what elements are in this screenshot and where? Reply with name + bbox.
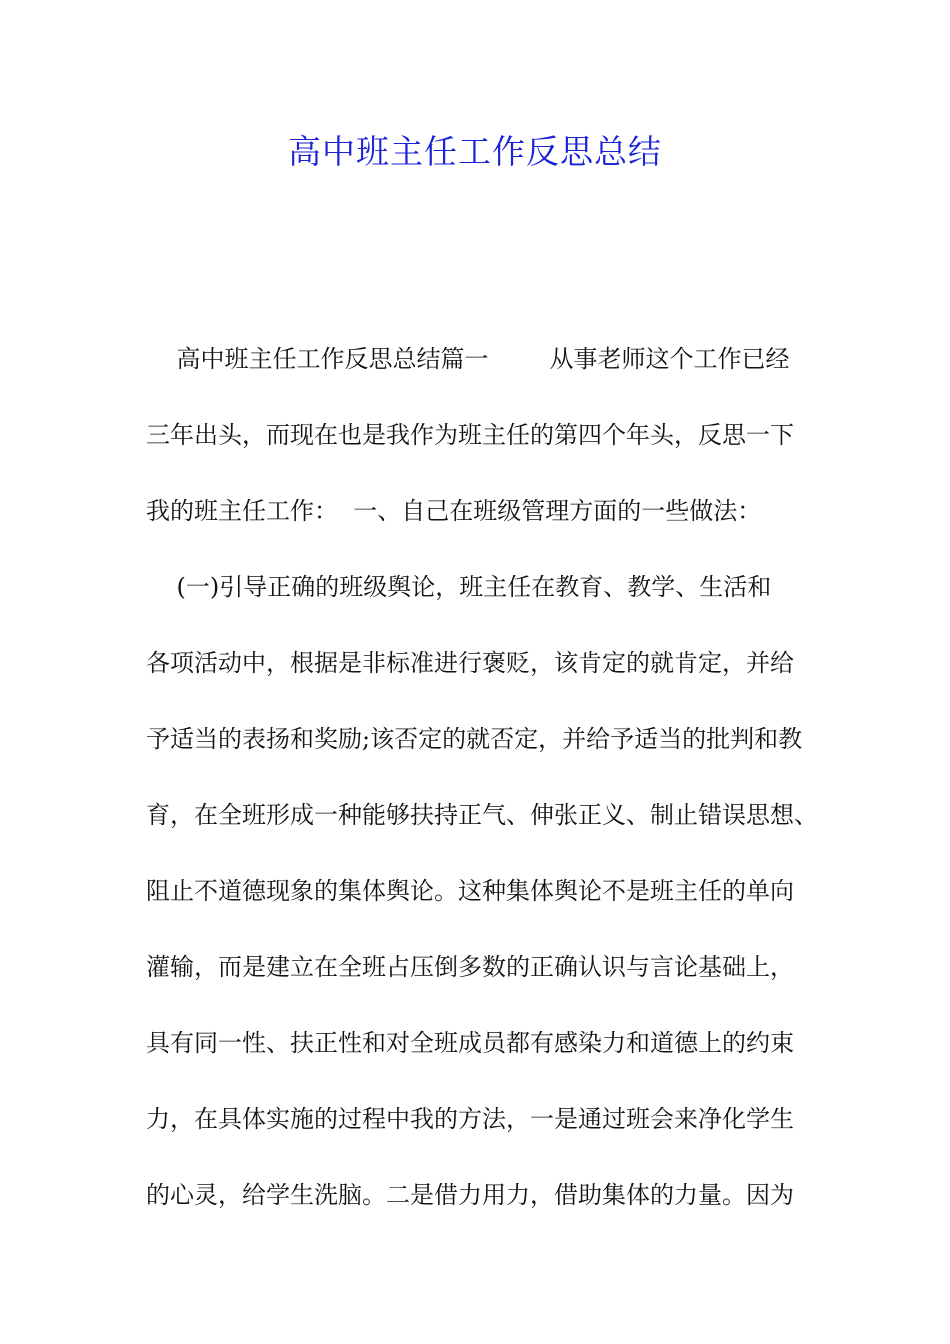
body-line: 力，在具体实施的过程中我的方法，一是通过班会来净化学生 — [146, 1105, 794, 1133]
body-line: 各项活动中，根据是非标准进行褒贬，该肯定的就肯定，并给 — [146, 649, 794, 677]
body-line: 的心灵，给学生洗脑。二是借力用力，借助集体的力量。因为 — [146, 1181, 794, 1209]
document-title: 高中班主任工作反思总结 — [288, 132, 662, 171]
body-line: (一)引导正确的班级舆论，班主任在教育、教学、生活和 — [146, 573, 772, 601]
body-line: 育，在全班形成一种能够扶持正气、伸张正义、制止错误思想、 — [146, 801, 818, 829]
body-line: 阻止不道德现象的集体舆论。这种集体舆论不是班主任的单向 — [146, 877, 794, 905]
body-line: 具有同一性、扶正性和对全班成员都有感染力和道德上的约束 — [146, 1029, 794, 1057]
body-line: 予适当的表扬和奖励;该否定的就否定，并给予适当的批判和教 — [146, 725, 803, 753]
body-line: 灌输，而是建立在全班占压倒多数的正确认识与言论基础上， — [146, 953, 794, 981]
body-line: 我的班主任工作： 一、自己在班级管理方面的一些做法： — [146, 497, 762, 525]
body-line: 三年出头，而现在也是我作为班主任的第四个年头，反思一下 — [146, 421, 794, 449]
body-line: 高中班主任工作反思总结篇一 从事老师这个工作已经 — [146, 345, 790, 373]
